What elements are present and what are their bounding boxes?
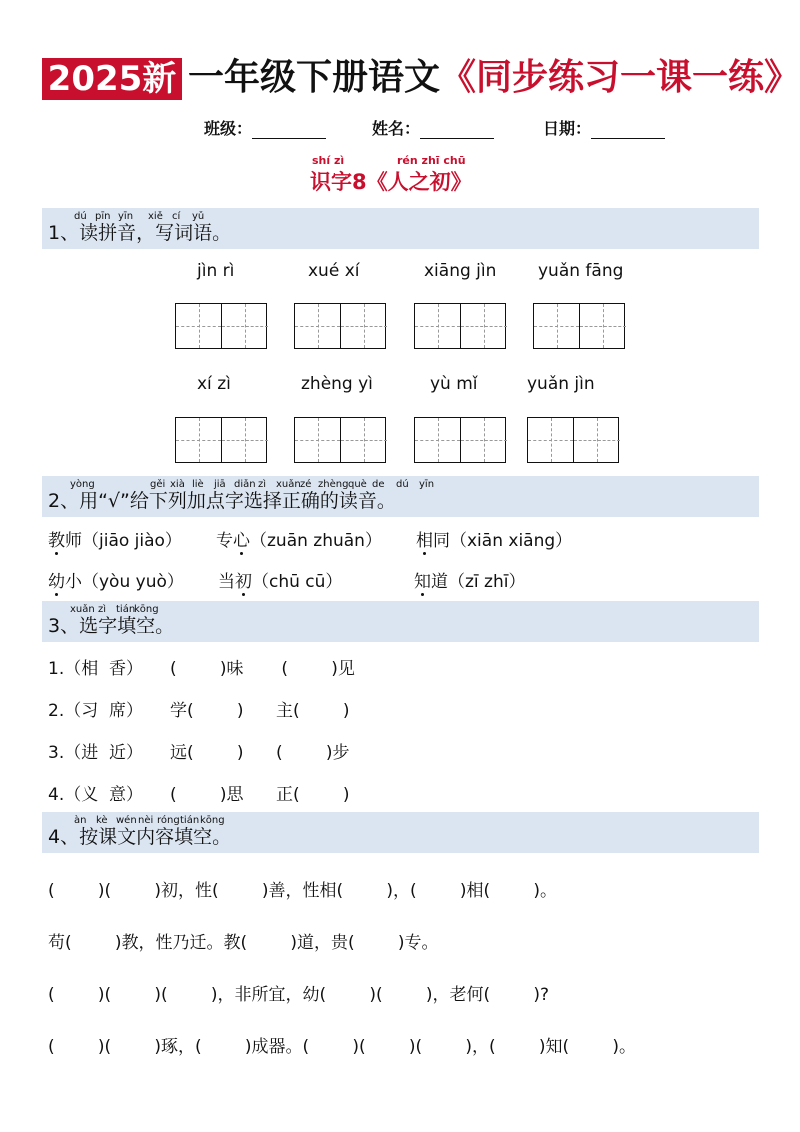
series-title: 《同步练习一课一练》	[440, 57, 800, 98]
fill-blank-line[interactable]: ( )( )初，性( )善，性相( )，( )相( )。	[48, 881, 557, 901]
section-3-bar	[42, 601, 759, 642]
pinyin-word: yuǎn jìn	[527, 374, 595, 394]
lesson-pinyin-1: shí zì	[312, 154, 345, 167]
name-blank[interactable]	[420, 124, 494, 139]
title-pinyin: pīn	[95, 211, 111, 222]
fill-blank-line[interactable]: 4.（义 意） ( )思 正( )	[48, 785, 350, 805]
title-pinyin: xuǎn	[276, 479, 301, 490]
title-pinyin: yòng	[70, 479, 95, 490]
section-1-title: 1、读拼音，写词语。	[48, 222, 232, 244]
writing-box[interactable]	[414, 303, 506, 349]
title-pinyin: àn	[74, 815, 87, 826]
fill-blank-line[interactable]: 1.（相 香） ( )味 ( )见	[48, 659, 355, 679]
title-pinyin: zhèng	[318, 479, 349, 490]
reading-choice: 幼小（yòu yuò）	[48, 567, 184, 592]
reading-choice: 知道（zī zhī）	[414, 567, 525, 592]
title-pinyin: què	[348, 479, 367, 490]
title-pinyin: xià	[170, 479, 185, 490]
title-pinyin: zì	[258, 479, 267, 490]
title-pinyin: wén	[116, 815, 137, 826]
reading-choice: 专心（zuān zhuān）	[216, 526, 382, 551]
dotted-char: 幼	[48, 567, 65, 592]
title-pinyin: tián	[180, 815, 200, 826]
writing-box[interactable]	[533, 303, 625, 349]
pinyin-word: yù mǐ	[430, 374, 478, 394]
title-pinyin: xiě	[148, 211, 163, 222]
title-pinyin: zé	[300, 479, 312, 490]
section-1-bar	[42, 208, 759, 249]
writing-box[interactable]	[527, 417, 619, 463]
lesson-pinyin-2: rén zhī chū	[397, 154, 466, 167]
name-label: 姓名：	[372, 119, 421, 138]
section-3-title: 3、选字填空。	[48, 615, 175, 637]
writing-box[interactable]	[294, 417, 386, 463]
title-pinyin: kōng	[134, 604, 159, 615]
dotted-char: 知	[414, 567, 431, 592]
title-pinyin: tián	[116, 604, 136, 615]
writing-box[interactable]	[175, 303, 267, 349]
fill-blank-line[interactable]: 苟( )教，性乃迁。教( )道，贵( )专。	[48, 933, 439, 953]
title-pinyin: kōng	[200, 815, 225, 826]
date-label: 日期：	[543, 119, 592, 138]
lesson-title: 识字8《人之初》	[310, 170, 472, 194]
writing-box[interactable]	[294, 303, 386, 349]
title-pinyin: kè	[96, 815, 108, 826]
dotted-char: 教	[48, 526, 65, 551]
section-2-bar	[42, 476, 759, 517]
name-field	[372, 116, 494, 139]
title-pinyin: cí	[172, 211, 181, 222]
pinyin-word: xí zì	[197, 374, 231, 394]
fill-blank-line[interactable]: 2.（习 席） 学( ) 主( )	[48, 701, 350, 721]
title-pinyin: yīn	[118, 211, 134, 222]
section-2-title: 2、用“√”给下列加点字选择正确的读音。	[48, 490, 396, 512]
year-badge: 2025新	[42, 58, 182, 100]
dotted-char: 相	[416, 526, 433, 551]
reading-choice: 相同（xiān xiāng）	[416, 526, 572, 551]
section-4-title: 4、按课文内容填空。	[48, 826, 232, 848]
fill-blank-line[interactable]: ( )( )琢，( )成器。( )( )( )，( )知( )。	[48, 1037, 636, 1057]
pinyin-word: jìn rì	[197, 261, 235, 281]
title-pinyin: liè	[192, 479, 204, 490]
writing-box[interactable]	[414, 417, 506, 463]
date-blank[interactable]	[591, 124, 665, 139]
title-pinyin: yǔ	[192, 211, 205, 222]
title-pinyin: zì	[98, 604, 107, 615]
pinyin-word: zhèng yì	[301, 374, 373, 394]
dotted-char: 初	[235, 567, 252, 592]
grade-title: 一年级下册语文	[188, 57, 441, 98]
title-pinyin: dú	[74, 211, 87, 222]
pinyin-word: xiāng jìn	[424, 261, 497, 281]
title-pinyin: jiā	[214, 479, 226, 490]
class-blank[interactable]	[252, 124, 326, 139]
reading-choice: 教师（jiāo jiào）	[48, 526, 182, 551]
title-pinyin: yīn	[419, 479, 435, 490]
title-pinyin: xuǎn	[70, 604, 95, 615]
title-pinyin: nèi	[138, 815, 154, 826]
title-pinyin: róng	[157, 815, 180, 826]
fill-blank-line[interactable]: ( )( )( )，非所宜，幼( )( )，老何( )?	[48, 985, 549, 1005]
dotted-char: 心	[233, 526, 250, 551]
title-pinyin: gěi	[150, 479, 166, 490]
title-pinyin: dú	[396, 479, 409, 490]
section-4-bar	[42, 812, 759, 853]
pinyin-word: xué xí	[308, 261, 360, 281]
writing-box[interactable]	[175, 417, 267, 463]
pinyin-word: yuǎn fāng	[538, 261, 624, 281]
fill-blank-line[interactable]: 3.（进 近） 远( ) ( )步	[48, 743, 350, 763]
title-pinyin: diǎn	[234, 479, 256, 490]
class-field	[204, 116, 326, 139]
class-label: 班级：	[204, 119, 253, 138]
date-field	[543, 116, 665, 139]
reading-choice: 当初（chū cū）	[218, 567, 342, 592]
title-pinyin: de	[372, 479, 385, 490]
